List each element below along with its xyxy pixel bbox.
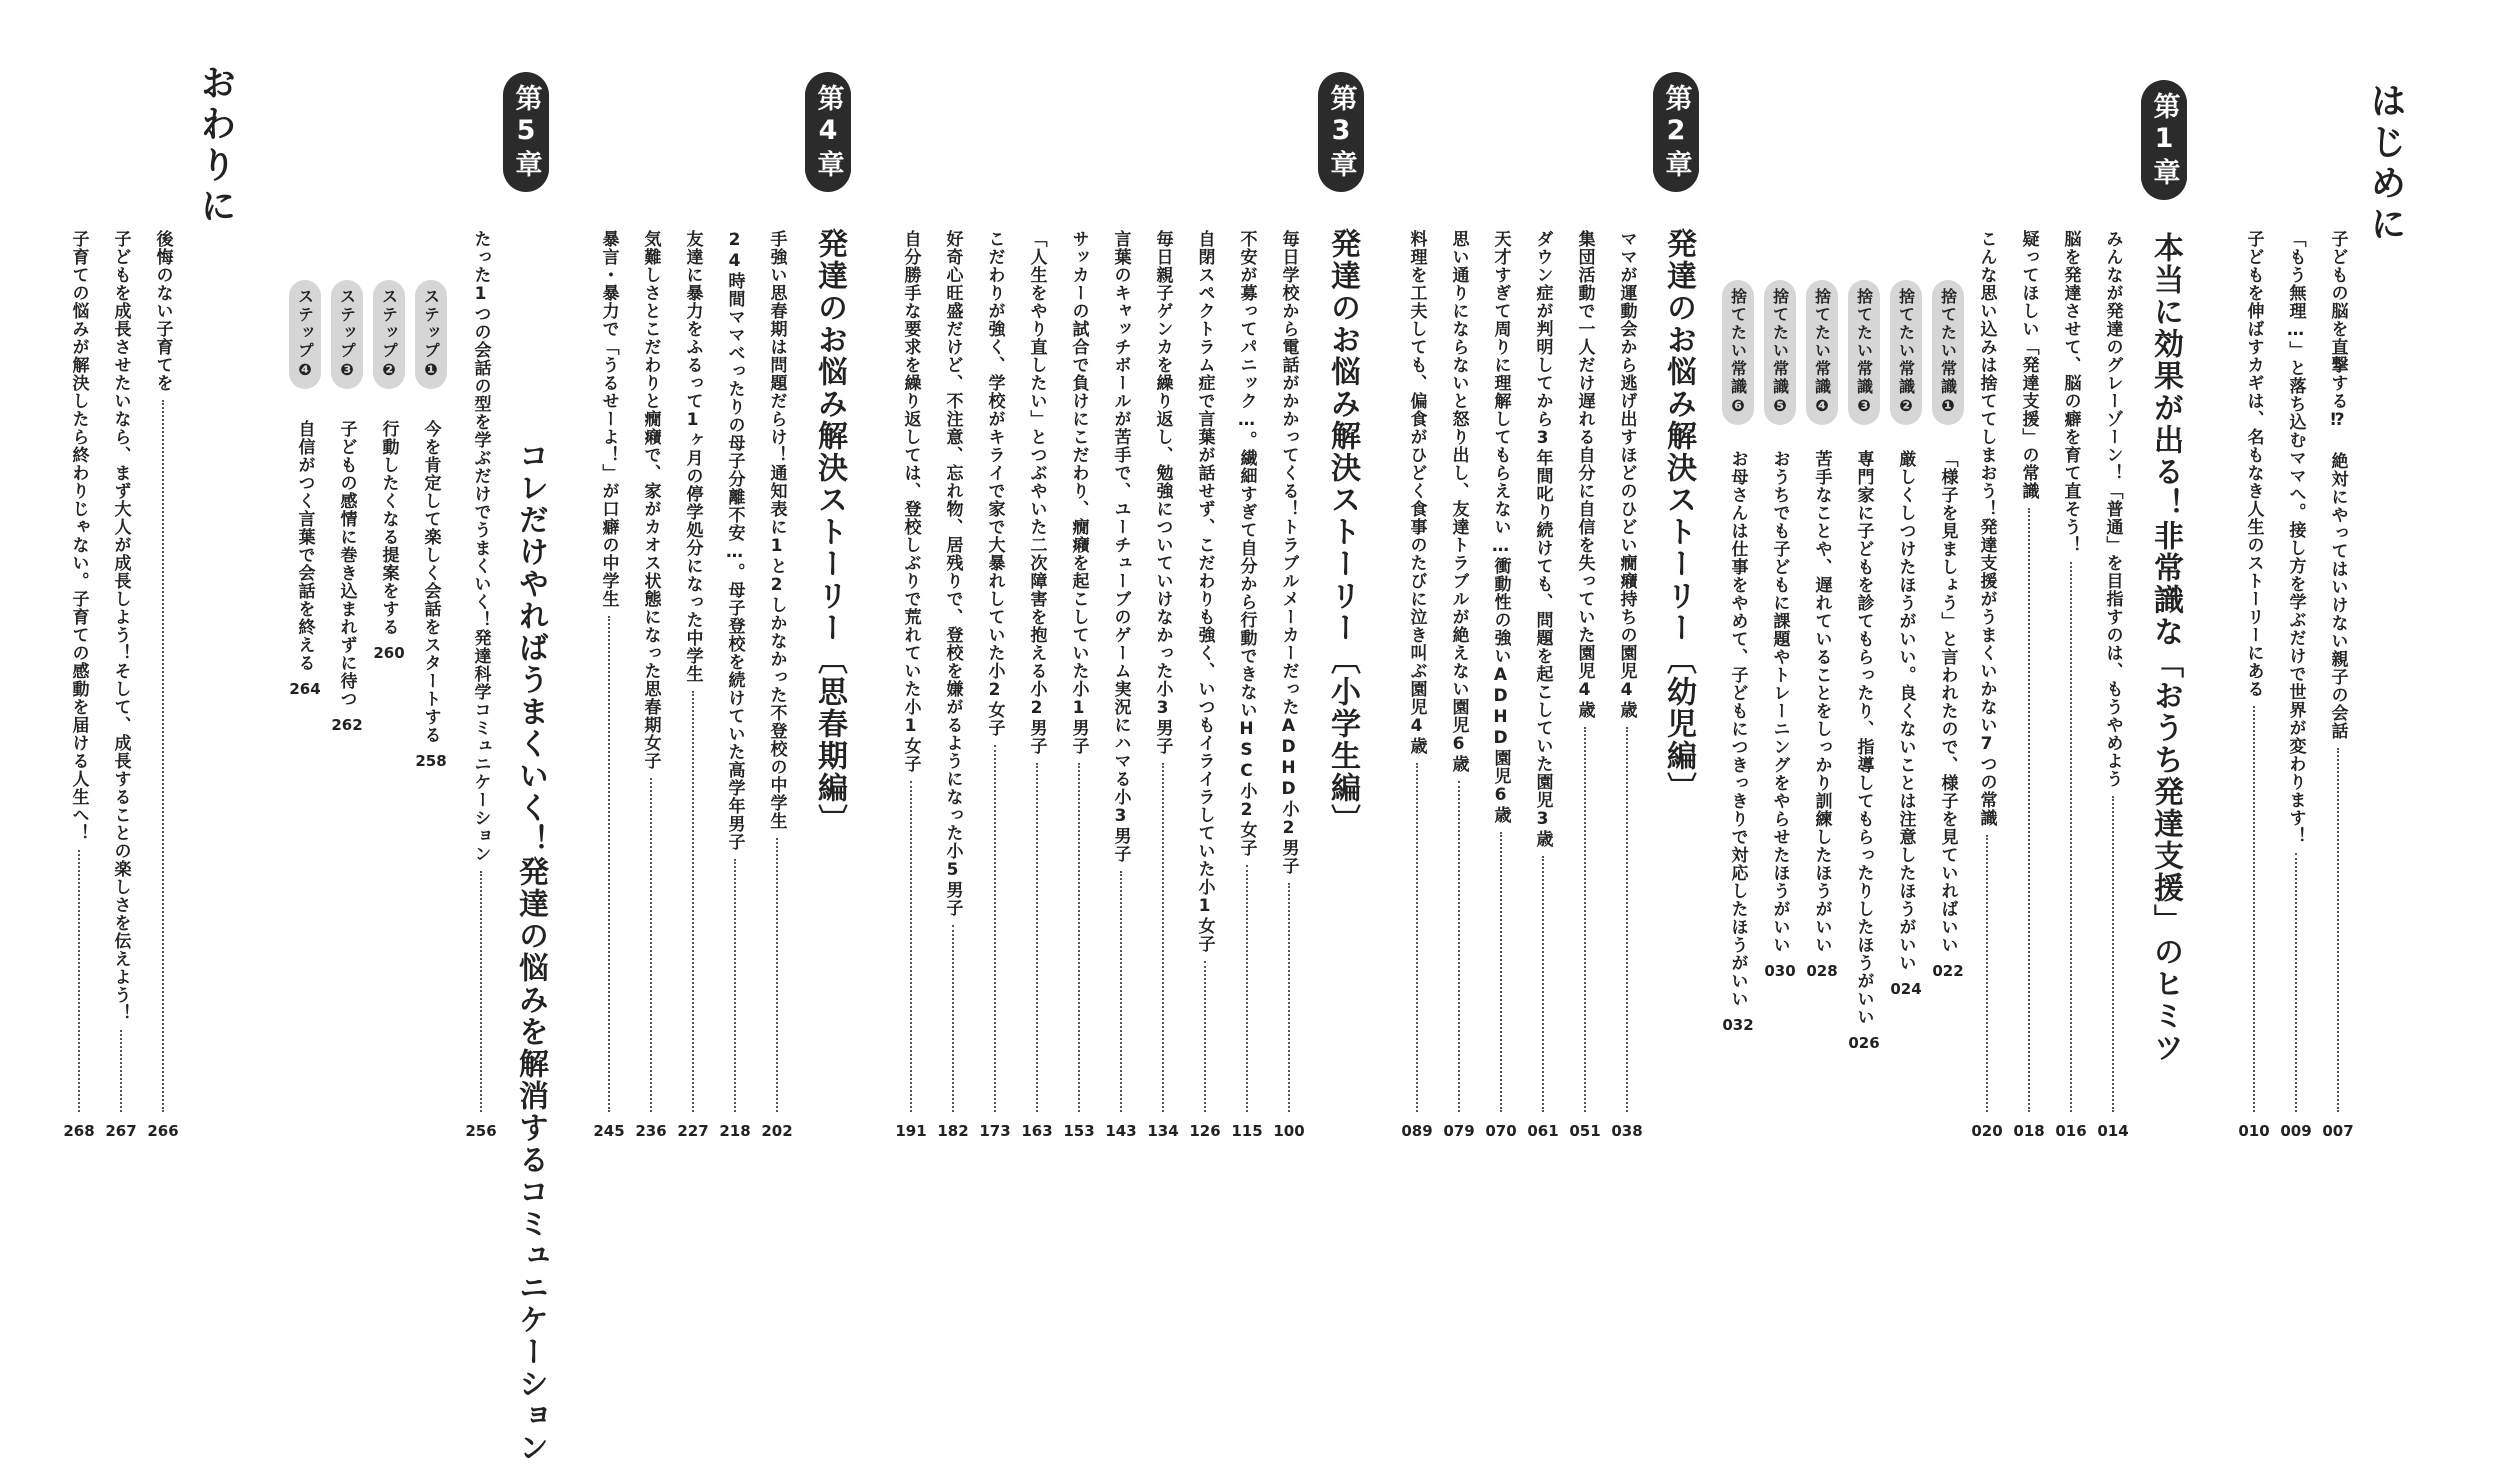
leader-dots (2028, 508, 2030, 1112)
leader-dots (1584, 727, 1586, 1112)
toc-page-number: 026 (1848, 1034, 1880, 1052)
leader-dots (78, 850, 80, 1112)
toc-entry-ch2-4[interactable] (1485, 230, 1517, 1140)
leader-dots (994, 745, 996, 1112)
toc-page-number: 024 (1890, 980, 1922, 998)
toc-page-number: 227 (677, 1122, 709, 1140)
leader-dots (162, 400, 164, 1112)
common-sense-4-label: 捨てたい常識❹ (1806, 280, 1838, 425)
toc-entry-ch5-1[interactable] (465, 230, 497, 1140)
toc-entry-text: 毎日親子ゲンカを繰り返し、勉強についていけなかった小3男子 (1152, 230, 1173, 755)
toc-page-number: 022 (1932, 962, 1964, 980)
toc-entry-outro-1[interactable] (147, 230, 179, 1140)
toc-entry-text: 子育ての悩みが解決したら終わりじゃない。子育ての感動を届ける人生へ！ (68, 230, 89, 842)
toc-entry-text: 専門家に子どもを診てもらったり、指導してもらったりしたほうがいい (1853, 450, 1874, 1026)
common-sense-3-label: 捨てたい常識❸ (1848, 280, 1880, 425)
toc-entry-text: 「人生をやり直したい」とつぶやいた二次障害を抱える小2男子 (1026, 230, 1047, 755)
leader-dots (1162, 763, 1164, 1112)
toc-page-number: 153 (1063, 1122, 1095, 1140)
leader-dots (1036, 763, 1038, 1112)
toc-subentry-6[interactable] (1722, 450, 1754, 1034)
toc-entry-text: 子どもを伸ばすカギは、名もなき人生のストーリーにある (2243, 230, 2264, 698)
toc-entry-text: 子どもの脳を直撃する⁉ 絶対にやってはいけない親子の会話 (2327, 230, 2348, 740)
toc-subentry-1[interactable] (1932, 450, 1964, 980)
toc-entry-ch3-3[interactable] (1189, 230, 1221, 1140)
toc-entry-text: おうちでも子どもに課題やトレーニングをやらせたほうがいい (1769, 450, 1790, 954)
toc-entry-ch3-5[interactable] (1105, 230, 1137, 1140)
toc-entry-ch3-9[interactable] (937, 230, 969, 1140)
toc-subentry-3[interactable] (1848, 450, 1880, 1052)
toc-page-number: 143 (1105, 1122, 1137, 1140)
chapter-2-title: 発達のお悩み解決ストーリー〔幼児編〕 (1661, 228, 1696, 804)
toc-entry-intro-1[interactable] (2322, 230, 2354, 1140)
toc-page-number: 028 (1806, 962, 1838, 980)
chapter-1-badge: 第1章 (2141, 80, 2187, 200)
toc-page-number: 236 (635, 1122, 667, 1140)
toc-step-4[interactable] (289, 420, 321, 698)
toc-entry-text: 苦手なことや、遅れていることをしっかり訓練したほうがいい (1811, 450, 1832, 954)
leader-dots (910, 781, 912, 1112)
toc-entry-text: 「様子を見ましょう」と言われたので、様子を見ていればいい (1937, 450, 1958, 954)
toc-entry-ch2-3[interactable] (1527, 230, 1559, 1140)
toc-entry-text: 言葉のキャッチボールが苦手で、ユーチューブのゲーム実況にハマる小3男子 (1110, 230, 1131, 863)
toc-entry-ch3-2[interactable] (1231, 230, 1263, 1140)
toc-entry-text: 脳を発達させて、脳の癖を育て直そう！ (2060, 230, 2081, 554)
toc-entry-text: お母さんは仕事をやめて、子どもにつきっきりで対応したほうがいい (1727, 450, 1748, 1008)
toc-entry-text: 毎日学校から電話がかかってくる！トラブルメーカーだったADHD小2男子 (1278, 230, 1299, 875)
toc-entry-text: ダウン症が判明してから3年間叱り続けても、問題を起こしていた園児3歳 (1532, 230, 1553, 848)
toc-entry-ch3-4[interactable] (1147, 230, 1179, 1140)
toc-page-number: 262 (331, 716, 363, 734)
toc-entry-text: ママが運動会から逃げ出すほどのひどい癇癪持ちの園児4歳 (1616, 230, 1637, 719)
leader-dots (1458, 781, 1460, 1112)
leader-dots (1078, 763, 1080, 1112)
toc-page-number: 051 (1569, 1122, 1601, 1140)
toc-page-number: 245 (593, 1122, 625, 1140)
toc-page-number: 266 (147, 1122, 179, 1140)
toc-page-number: 126 (1189, 1122, 1221, 1140)
toc-page-number: 061 (1527, 1122, 1559, 1140)
toc-entry-ch3-1[interactable] (1273, 230, 1305, 1140)
common-sense-6-label: 捨てたい常識❻ (1722, 280, 1754, 425)
toc-entry-text: たった1つの会話の型を学ぶだけでうまくいく！発達科学コミュニケーション (470, 230, 491, 863)
leader-dots (952, 925, 954, 1112)
leader-dots (608, 616, 610, 1112)
toc-page-number: 134 (1147, 1122, 1179, 1140)
toc-page-number: 038 (1611, 1122, 1643, 1140)
toc-entry-text: サッカーの試合で負けにこだわり、癇癪を起こしていた小1男子 (1068, 230, 1089, 755)
leader-dots (1542, 856, 1544, 1112)
toc-entry-text: 自分勝手な要求を繰り返しては、登校しぶりで荒れていた小1女子 (900, 230, 921, 773)
chapter-4-title: 発達のお悩み解決ストーリー〔思春期編〕 (812, 228, 847, 836)
toc-entry-text: 料理を工夫しても、偏食がひどく食事のたびに泣き叫ぶ園児4歳 (1406, 230, 1427, 755)
leader-dots (776, 838, 778, 1112)
toc-page-number: 256 (465, 1122, 497, 1140)
toc-page-number: 218 (719, 1122, 751, 1140)
toc-page-number: 009 (2280, 1122, 2312, 1140)
toc-page-number: 089 (1401, 1122, 1433, 1140)
toc-page-number: 100 (1273, 1122, 1305, 1140)
leader-dots (1500, 832, 1502, 1112)
toc-entry-ch1-4[interactable] (1971, 230, 2003, 1140)
toc-entry-outro-3[interactable] (63, 230, 95, 1140)
toc-page-number: 191 (895, 1122, 927, 1140)
toc-page-number: 268 (63, 1122, 95, 1140)
toc-entry-text: 24時間ママべったりの母子分離不安…。母子登校を続けていた高学年男子 (724, 230, 745, 851)
toc-entry-text: 友達に暴力をふるって1ヶ月の停学処分になった中学生 (682, 230, 703, 683)
toc-entry-ch3-8[interactable] (979, 230, 1011, 1140)
toc-entry-text: こだわりが強く、学校がキライで家で大暴れしていた小2女子 (984, 230, 1005, 737)
toc-entry-text: 子どもを成長させたいなら、まず大人が成長しよう！そして、成長することの楽しさを伝えよう！ (110, 230, 131, 1022)
toc-entry-text: 後悔のない子育てを (152, 230, 173, 392)
toc-entry-ch3-6[interactable] (1063, 230, 1095, 1140)
chapter-1-title: 本当に効果が出る！非常識な「おうち発達支援」のヒミツ (2148, 232, 2183, 1064)
toc-page-number: 260 (373, 644, 405, 662)
toc-entry-ch4-5[interactable] (593, 230, 625, 1140)
toc-entry-ch4-4[interactable] (635, 230, 667, 1140)
toc-entry-text: 気難しさとこだわりと癇癪で、家がカオス状態になった思春期女子 (640, 230, 661, 770)
leader-dots (1626, 727, 1628, 1112)
leader-dots (2070, 562, 2072, 1112)
leader-dots (692, 691, 694, 1112)
toc-page-number: 115 (1231, 1122, 1263, 1140)
toc-page-number: 070 (1485, 1122, 1517, 1140)
common-sense-5-label: 捨てたい常識❺ (1764, 280, 1796, 425)
chapter-5-title: コレだけやればうまくいく！発達の悩みを解消するコミュニケーション (513, 440, 548, 1464)
chapter-3-badge: 第3章 (1318, 72, 1364, 192)
toc-page-number: 163 (1021, 1122, 1053, 1140)
leader-dots (1986, 835, 1988, 1112)
toc-page-number: 182 (937, 1122, 969, 1140)
toc-subentry-5[interactable] (1764, 450, 1796, 980)
toc-entry-text: 暴言・暴力で「うるせーよ！」が口癖の中学生 (598, 230, 619, 608)
leader-dots (1120, 871, 1122, 1112)
toc-page-number: 079 (1443, 1122, 1475, 1140)
toc-step-1[interactable] (415, 420, 447, 770)
toc-entry-text: 思い通りにならないと怒り出し、友達トラブルが絶えない園児6歳 (1448, 230, 1469, 773)
toc-page-number: 258 (415, 752, 447, 770)
toc-page-number: 173 (979, 1122, 1011, 1140)
toc-step-2[interactable] (373, 420, 405, 662)
toc-entry-text: 行動したくなる提案をする (378, 420, 399, 636)
toc-entry-intro-2[interactable] (2280, 230, 2312, 1140)
chapter-3-title: 発達のお悩み解決ストーリー〔小学生編〕 (1325, 228, 1360, 836)
chapter-5-badge: 第5章 (503, 72, 549, 192)
toc-entry-text: 「もう無理…」と落ち込むママへ。接し方を学ぶだけで世界が変わります！ (2285, 230, 2306, 845)
toc-entry-ch1-2[interactable] (2055, 230, 2087, 1140)
leader-dots (1246, 865, 1248, 1112)
step-3-label: ステップ❸ (331, 280, 363, 389)
leader-dots (120, 1030, 122, 1112)
toc-entry-ch2-1[interactable] (1611, 230, 1643, 1140)
leader-dots (480, 871, 482, 1112)
toc-entry-text: 不安が募ってパニック…。繊細すぎて自分から行動できないHSC小2女子 (1236, 230, 1257, 857)
common-sense-2-label: 捨てたい常識❷ (1890, 280, 1922, 425)
step-2-label: ステップ❷ (373, 280, 405, 389)
toc-entry-text: 自信がつく言葉で会話を終える (294, 420, 315, 672)
toc-entry-text: 自閉スペクトラム症で言葉が話せず、こだわりも強く、いつもイライラしていた小1女子 (1194, 230, 1215, 953)
leader-dots (2112, 796, 2114, 1112)
toc-page-number: 030 (1764, 962, 1796, 980)
leader-dots (650, 778, 652, 1112)
outro-heading: おわりに (195, 64, 236, 228)
toc-entry-text: みんなが発達のグレーゾーン！「普通」を目指すのは、もうやめよう (2102, 230, 2123, 788)
toc-entry-ch2-6[interactable] (1401, 230, 1433, 1140)
toc-entry-ch1-1[interactable] (2097, 230, 2129, 1140)
toc-entry-text: こんな思い込みは捨ててしまおう！発達支援がうまくいかない7つの常識 (1976, 230, 1997, 827)
leader-dots (1416, 763, 1418, 1112)
toc-entry-ch2-2[interactable] (1569, 230, 1601, 1140)
step-4-label: ステップ❹ (289, 280, 321, 389)
toc-entry-ch4-2[interactable] (719, 230, 751, 1140)
chapter-4-badge: 第4章 (805, 72, 851, 192)
toc-entry-ch3-7[interactable] (1021, 230, 1053, 1140)
toc-entry-ch4-1[interactable] (761, 230, 793, 1140)
toc-entry-text: 今を肯定して楽しく会話をスタートする (420, 420, 441, 744)
leader-dots (1204, 961, 1206, 1112)
toc-page-number: 018 (2013, 1122, 2045, 1140)
toc-entry-ch3-10[interactable] (895, 230, 927, 1140)
toc-entry-text: 天才すぎて周りに理解してもらえない…衝動性の強いADHD園児6歳 (1490, 230, 1511, 824)
chapter-2-badge: 第2章 (1653, 72, 1699, 192)
toc-entry-text: 集団活動で一人だけ遅れる自分に自信を失っていた園児4歳 (1574, 230, 1595, 719)
toc-entry-text: 子どもの感情に巻き込まれずに待つ (336, 420, 357, 708)
toc-entry-text: 手強い思春期は問題だらけ！通知表に1と2しかなかった不登校の中学生 (766, 230, 787, 830)
toc-page-number: 202 (761, 1122, 793, 1140)
toc-entry-text: 厳しくしつけたほうがいい。良くないことは注意したほうがいい (1895, 450, 1916, 972)
leader-dots (2295, 853, 2297, 1112)
common-sense-1-label: 捨てたい常識❶ (1932, 280, 1964, 425)
toc-page-number: 014 (2097, 1122, 2129, 1140)
leader-dots (734, 859, 736, 1112)
toc-entry-ch4-3[interactable] (677, 230, 709, 1140)
toc-page-number: 032 (1722, 1016, 1754, 1034)
toc-page-number: 016 (2055, 1122, 2087, 1140)
toc-page-number: 010 (2238, 1122, 2270, 1140)
leader-dots (2337, 748, 2339, 1112)
leader-dots (2253, 706, 2255, 1112)
toc-subentry-4[interactable] (1806, 450, 1838, 980)
toc-page-number: 020 (1971, 1122, 2003, 1140)
toc-entry-ch2-5[interactable] (1443, 230, 1475, 1140)
toc-page-number: 267 (105, 1122, 137, 1140)
toc-entry-text: 好奇心旺盛だけど、不注意、忘れ物、居残りで、登校を嫌がるようになった小5男子 (942, 230, 963, 917)
toc-entry-text: 疑ってほしい「発達支援」の常識 (2018, 230, 2039, 500)
toc-page-number: 264 (289, 680, 321, 698)
toc-page-number: 007 (2322, 1122, 2354, 1140)
toc-subentry-2[interactable] (1890, 450, 1922, 998)
toc-entry-outro-2[interactable] (105, 230, 137, 1140)
toc-step-3[interactable] (331, 420, 363, 734)
toc-entry-ch1-3[interactable] (2013, 230, 2045, 1140)
step-1-label: ステップ❶ (415, 280, 447, 389)
toc-entry-intro-3[interactable] (2238, 230, 2270, 1140)
leader-dots (1288, 883, 1290, 1112)
intro-heading: はじめに (2365, 82, 2406, 246)
